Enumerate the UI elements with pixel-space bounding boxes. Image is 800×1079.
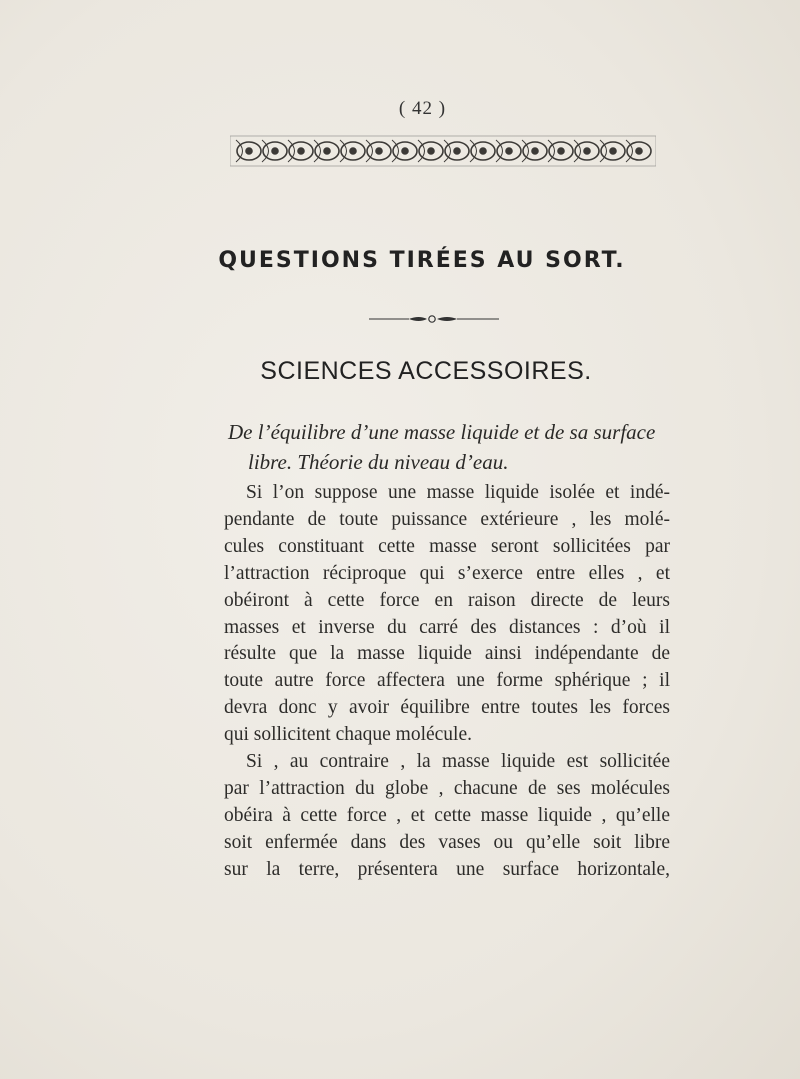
ornament-dot (402, 148, 408, 154)
ornament-dot (428, 148, 434, 154)
decorative-rule (369, 312, 499, 326)
ornament-dot (454, 148, 460, 154)
ornament-dot (532, 148, 538, 154)
text-line: obéira à cette force , et cette masse liquide , qu’elle (224, 804, 670, 826)
ornament-dot (480, 148, 486, 154)
text-line: qui sollicitent chaque molécule. (224, 724, 473, 746)
text-line: devra donc y avoir équilibre entre toutes les forces (224, 697, 670, 719)
text-line: sur la terre, présentera une surface horizontale, (224, 858, 670, 880)
ornament-dot (324, 148, 330, 154)
page-number: ( 42 ) (398, 98, 447, 119)
text-line: Si , au contraire , la masse liquide est sollicitée (246, 751, 670, 773)
subtitle-line: De l’équilibre d’une masse liquide et de sa surface (228, 420, 656, 444)
ornament-dot (610, 148, 616, 154)
ornament-dot (636, 148, 642, 154)
ornament-dot (246, 148, 252, 154)
text-line: par l’attraction du globe , chacune de ses molécules (224, 777, 670, 799)
text-line: obéiront à cette force en raison directe de leurs (224, 589, 670, 611)
subtitle-line: libre. Théorie du niveau d’eau. (248, 450, 509, 474)
text-line: soit enfermée dans des vases ou qu’elle soit libre (224, 831, 670, 853)
body-text (224, 480, 670, 884)
text-line: Si l’on suppose une masse liquide isolée et indé- (246, 482, 670, 503)
section-title: SCIENCES ACCESSOIRES. (260, 357, 592, 385)
text-line: cules constituant cette masse seront sollicitées par (224, 535, 670, 557)
ornament-dot (298, 148, 304, 154)
ornamental-headband (230, 134, 656, 168)
text-line: résulte que la masse liquide ainsi indépendante de (224, 643, 670, 665)
ornament-dot (584, 148, 590, 154)
text-line: pendante de toute puissance extérieure , les molé- (224, 508, 670, 530)
ornament-dot (272, 148, 278, 154)
subtitle (228, 417, 668, 477)
ornament-dot (376, 148, 382, 154)
text-line: toute autre force affectera une forme sphérique ; il (224, 670, 670, 692)
text-line: l’attraction réciproque qui s’exerce entre elles , et (224, 562, 670, 584)
ornament-dot (506, 148, 512, 154)
chapter-heading: QUESTIONS TIRÉES AU SORT. (218, 248, 626, 273)
ornament-dot (350, 148, 356, 154)
text-line: masses et inverse du carré des distances : d’où il (224, 616, 670, 638)
ornament-dot (558, 148, 564, 154)
